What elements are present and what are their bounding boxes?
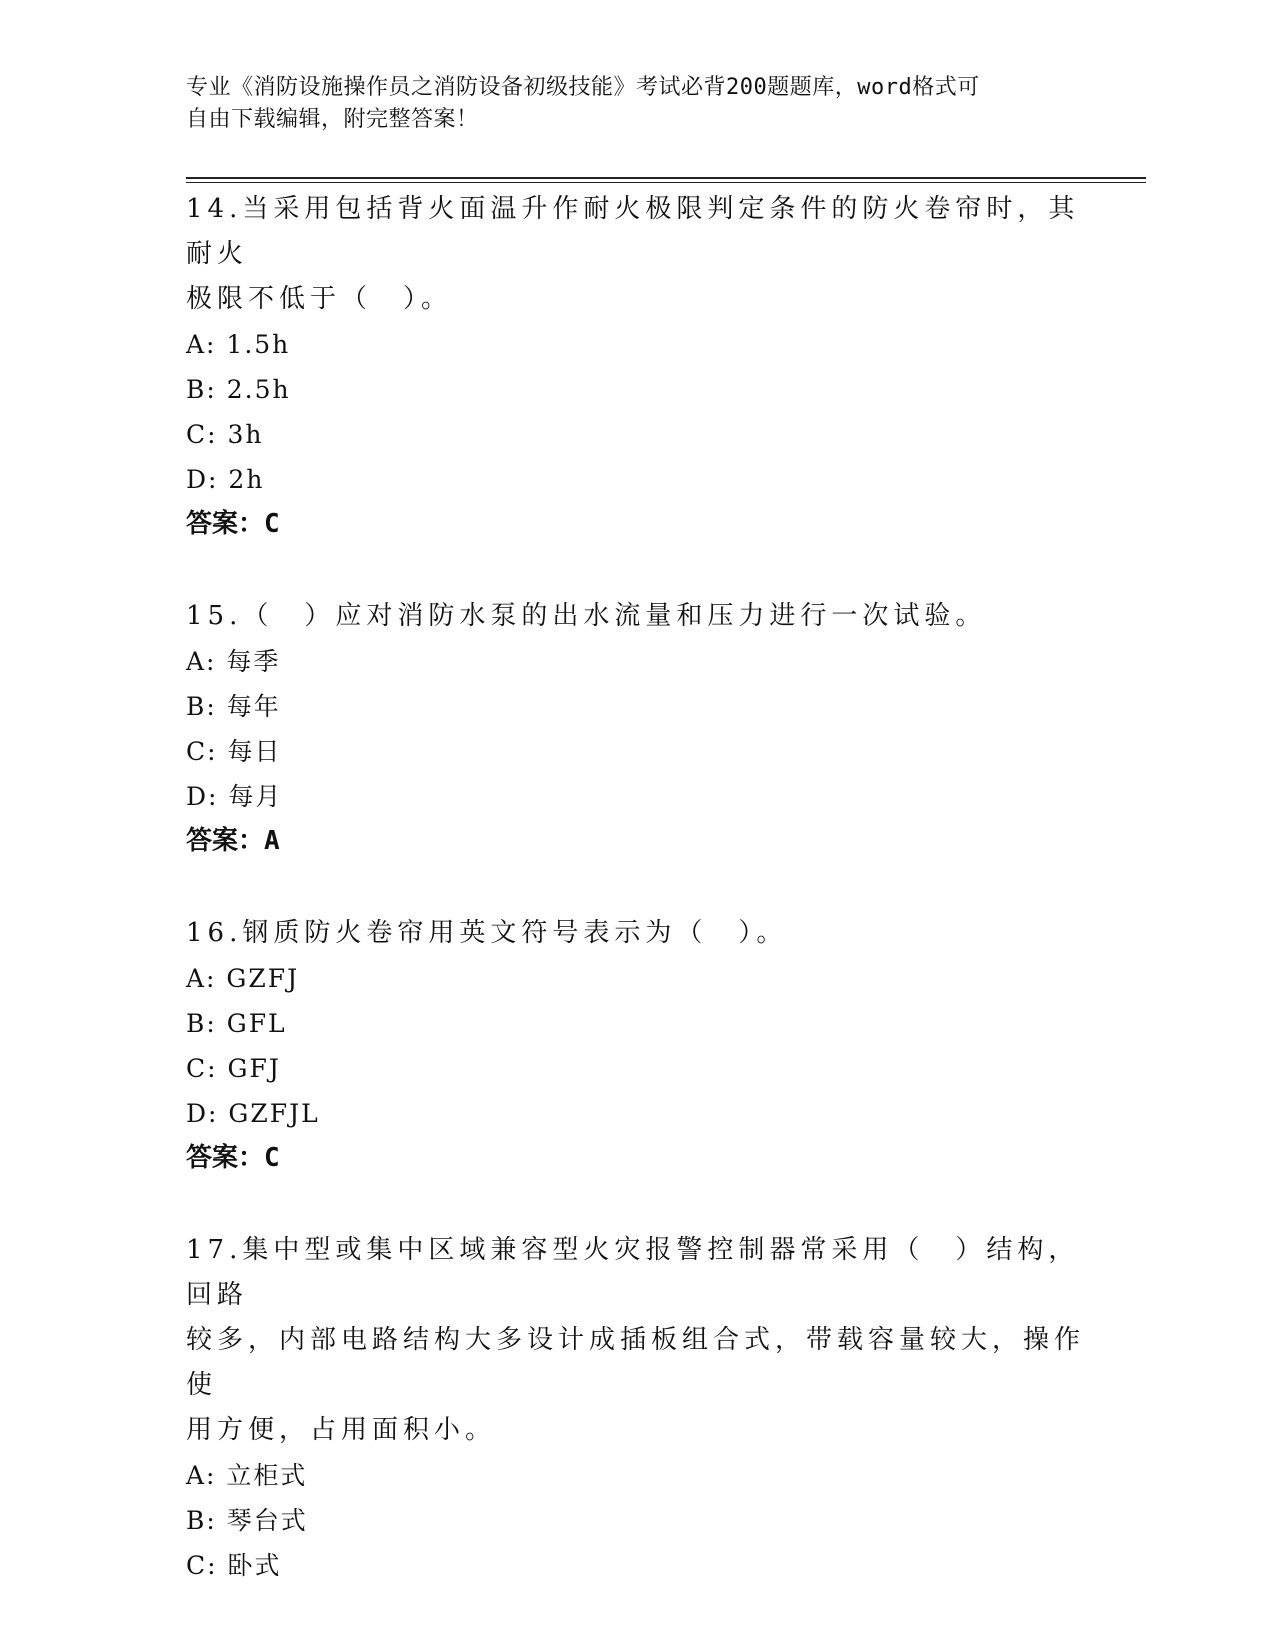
option-c: C: 卧式: [186, 1551, 282, 1580]
option-b: B: GFL: [186, 1009, 287, 1038]
option-d: D: 2h: [186, 465, 265, 494]
option-a: A: GZFJ: [186, 964, 300, 993]
document-header: [186, 72, 1066, 136]
option-b: B: 琴台式: [186, 1506, 308, 1535]
question-15: [186, 594, 1086, 864]
option-b: B: 2.5h: [186, 375, 291, 404]
answer-line: 答案：A: [186, 826, 280, 856]
header-rule-thin: [186, 182, 1146, 183]
option-a: A: 立柜式: [186, 1461, 308, 1490]
question-17: [186, 1228, 1086, 1588]
option-d: D: GZFJL: [186, 1099, 320, 1128]
option-a: A: 1.5h: [186, 330, 291, 359]
option-c: C: 3h: [186, 420, 264, 449]
question-text-line: 15.（ ）应对消防水泵的出水流量和压力进行一次试验。: [186, 601, 987, 631]
question-text-line: 14.当采用包括背火面温升作耐火极限判定条件的防火卷帘时，其耐火: [186, 194, 1080, 269]
option-b: B: 每年: [186, 692, 281, 721]
question-14: [186, 187, 1086, 547]
header-line-2: 自由下载编辑，附完整答案！: [186, 107, 479, 132]
option-d: D: 每月: [186, 782, 283, 811]
question-text-line: 极限不低于（ ）。: [186, 284, 453, 314]
header-rule-thick: [186, 177, 1146, 179]
question-text-line: 17.集中型或集中区域兼容型火灾报警控制器常采用（ ）结构，回路: [186, 1235, 1080, 1310]
option-c: C: 每日: [186, 737, 282, 766]
question-16: [186, 911, 1086, 1181]
answer-line: 答案：C: [186, 1143, 280, 1173]
header-line-1: 专业《消防设施操作员之消防设备初级技能》考试必背200题题库，word格式可: [186, 75, 980, 100]
answer-line: 答案：C: [186, 509, 280, 539]
option-c: C: GFJ: [186, 1054, 281, 1083]
option-a: A: 每季: [186, 647, 281, 676]
question-text-line: 较多，内部电路结构大多设计成插板组合式，带载容量较大，操作使: [186, 1325, 1086, 1400]
question-text-line: 16.钢质防火卷帘用英文符号表示为（ ）。: [186, 918, 788, 948]
question-text-line: 用方便，占用面积小。: [186, 1415, 497, 1445]
question-list: [186, 187, 1086, 1588]
